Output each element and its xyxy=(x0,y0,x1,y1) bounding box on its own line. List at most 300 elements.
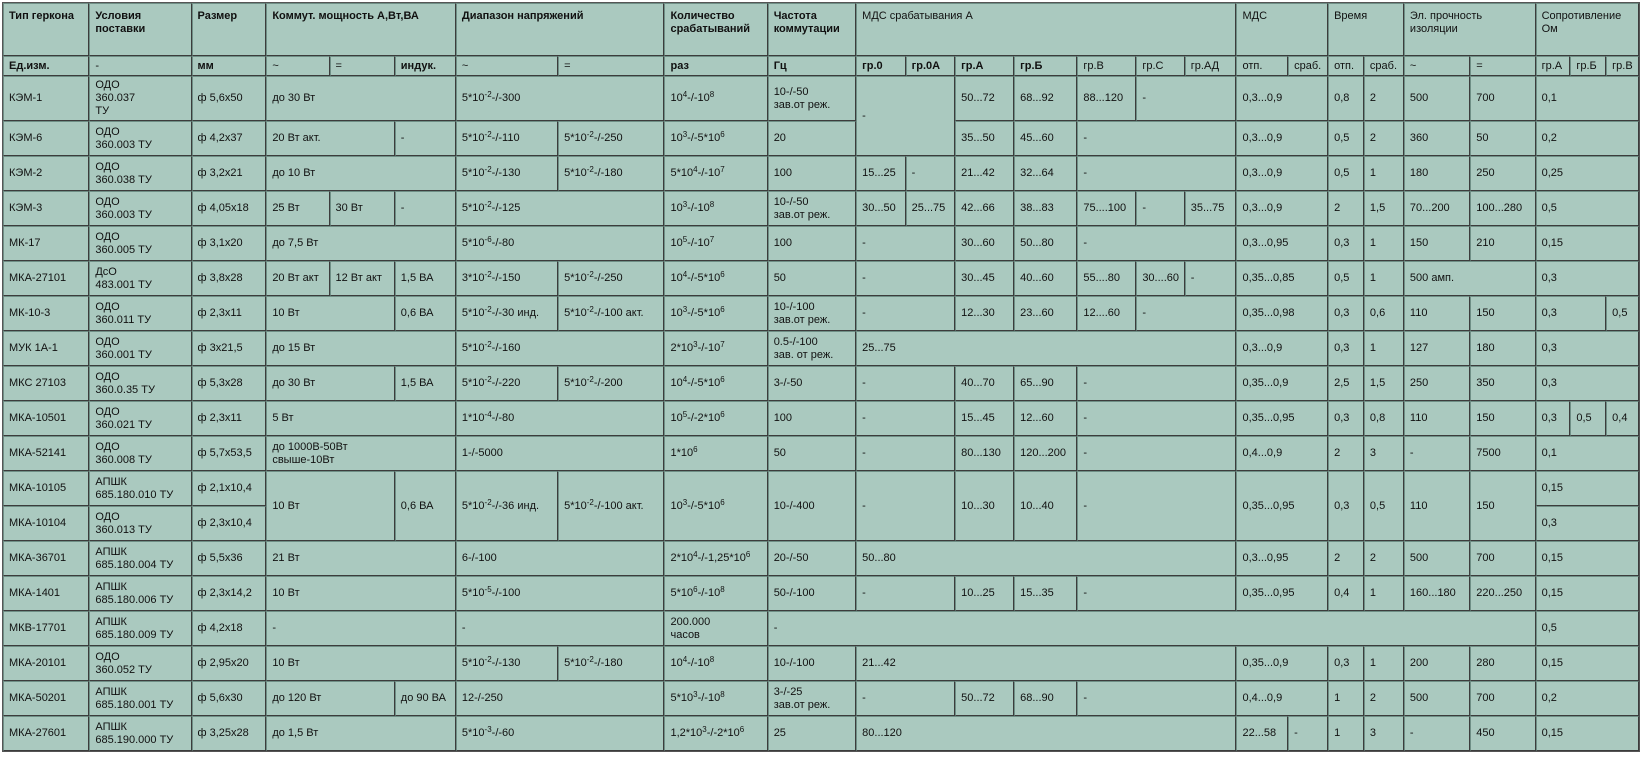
cell-gr0: - xyxy=(856,366,955,401)
cell-frequency: 10-/-50 зав.от реж. xyxy=(768,191,856,226)
cell-type: МК-10-3 xyxy=(3,296,89,331)
cell-power: 21 Вт xyxy=(266,541,456,576)
cell-frequency: 10-/-100 зав.от реж. xyxy=(768,296,856,331)
cell-volt-ac: $5*10^{-2}-/-220$ xyxy=(456,366,558,401)
cell-resistance: 0,1 xyxy=(1536,76,1639,121)
header-row xyxy=(3,3,1639,56)
cell-time-release: 1 xyxy=(1328,681,1364,716)
table-row xyxy=(3,436,1639,471)
cell-insulation: 500 амп. xyxy=(1404,261,1536,296)
cell-gr0: - xyxy=(856,296,955,331)
header-frequency: Частота коммутации xyxy=(768,3,856,56)
table-row xyxy=(3,576,1639,611)
cell-size: ф 3х21,5 xyxy=(192,331,267,366)
cell-resistance: 0,3 xyxy=(1536,366,1639,401)
cell-cycles: 200.000 часов xyxy=(664,611,767,646)
cell-gr0: - xyxy=(856,681,955,716)
cell-grb: 65...90 xyxy=(1014,366,1077,401)
unit-grad: гр.АД xyxy=(1185,56,1237,76)
cell-time-operate: 2 xyxy=(1364,76,1404,121)
cell-frequency: 100 xyxy=(768,226,856,261)
cell-time-release: 0,8 xyxy=(1328,76,1364,121)
cell-grb: 23...60 xyxy=(1014,296,1077,331)
cell-size: ф 3,2х21 xyxy=(192,156,267,191)
cell-type: МКА-1401 xyxy=(3,576,89,611)
cell-conditions: ОДО 360.003 ТУ xyxy=(89,191,191,226)
table-body xyxy=(3,76,1639,751)
cell-resistance: 0,25 xyxy=(1536,156,1639,191)
table-row xyxy=(3,296,1639,331)
header-cycles: Количество срабатываний xyxy=(664,3,767,56)
cell-time-release: 0,4 xyxy=(1328,576,1364,611)
cell-insulation-ac: - xyxy=(1404,716,1470,751)
cell-volt-dc: $5*10^{-2}-/-100$ акт. xyxy=(558,296,664,331)
cell-size: ф 5,6х30 xyxy=(192,681,267,716)
cell-volt-ac: $5*10^{-2}-/-130$ xyxy=(456,156,558,191)
unit-power-ind: индук. xyxy=(395,56,456,76)
cell-cycles: $10^3-/-5*10^6$ xyxy=(664,121,767,156)
header-size: Размер xyxy=(192,3,267,56)
cell-res-a: 0,3 xyxy=(1536,296,1607,331)
cell-grb: 10...40 xyxy=(1014,471,1077,541)
cell-power: до 30 Вт xyxy=(266,366,394,401)
cell-mds: 0,4...0,9 xyxy=(1236,681,1328,716)
table-row xyxy=(3,261,1639,296)
cell-conditions: АПШК 685.180.009 ТУ xyxy=(89,611,191,646)
cell-power: до 10 Вт xyxy=(266,156,456,191)
cell-mds: 0,4...0,9 xyxy=(1236,436,1328,471)
cell-insulation-ac: 110 xyxy=(1404,401,1470,436)
cell-power: до 120 Вт xyxy=(266,681,394,716)
cell-conditions: ОДО 360.052 ТУ xyxy=(89,646,191,681)
cell-size: ф 2,3х11 xyxy=(192,401,267,436)
header-type: Тип геркона xyxy=(3,3,89,56)
cell-time-release: 0,5 xyxy=(1328,261,1364,296)
cell-time-release: 0,3 xyxy=(1328,296,1364,331)
cell-resistance: 0,15 xyxy=(1536,541,1639,576)
cell-mds: 0,3...0,95 xyxy=(1236,541,1328,576)
unit-time-op: сраб. xyxy=(1364,56,1404,76)
cell-mds: 0,35...0,95 xyxy=(1236,401,1328,436)
cell-frequency: 10-/-50 зав.от реж. xyxy=(768,76,856,121)
cell-voltage: 12-/-250 xyxy=(456,681,665,716)
cell-insulation-dc: 100...280 xyxy=(1470,191,1535,226)
cell-grv: 12....60 xyxy=(1077,296,1136,331)
cell-type: МКА-50201 xyxy=(3,681,89,716)
cell-insulation-dc: 210 xyxy=(1470,226,1535,261)
cell-frequency: 10-/-100 xyxy=(768,646,856,681)
cell-conditions: ОДО 360.038 ТУ xyxy=(89,156,191,191)
cell-grb: 68...90 xyxy=(1014,681,1077,716)
cell-size: ф 3,1х20 xyxy=(192,226,267,261)
unit-mds-rel: отп. xyxy=(1236,56,1288,76)
cell-power-dc: 30 Вт xyxy=(330,191,395,226)
cell-power-ac: 20 Вт акт xyxy=(266,261,329,296)
cell-insulation-dc: 350 xyxy=(1470,366,1535,401)
cell-gr0: 15...25 xyxy=(856,156,906,191)
cell-cycles: $2*10^3-/-10^7$ xyxy=(664,331,767,366)
cell-voltage: $5*10^{-3}-/-60$ xyxy=(456,716,665,751)
cell-power: 10 Вт xyxy=(266,471,394,541)
cell-time-operate: 2 xyxy=(1364,121,1404,156)
cell-mds-groups: 25...75 xyxy=(856,331,1236,366)
cell-mds-groups: 50...80 xyxy=(856,541,1236,576)
cell-power: - xyxy=(266,611,456,646)
cell-type: КЭМ-6 xyxy=(3,121,89,156)
cell-frequency: 100 xyxy=(768,156,856,191)
unit-res-v: гр.В xyxy=(1606,56,1639,76)
unit-gr0: гр.0 xyxy=(856,56,906,76)
cell-size: ф 4,2х37 xyxy=(192,121,267,156)
cell-resistance: 0,2 xyxy=(1536,681,1639,716)
cell-insulation-ac: 110 xyxy=(1404,471,1470,541)
cell-cycles: $10^4-/-5*10^6$ xyxy=(664,366,767,401)
cell-grs: - xyxy=(1136,191,1184,226)
cell-time-release: 2 xyxy=(1328,436,1364,471)
cell-size: ф 2,3х11 xyxy=(192,296,267,331)
cell-time-release: 0,3 xyxy=(1328,471,1364,541)
cell-cycles: $10^3-/-10^8$ xyxy=(664,191,767,226)
cell-size: ф 2,1х10,4 xyxy=(192,471,267,506)
cell-res-v: 0,4 xyxy=(1606,401,1639,436)
table-row xyxy=(3,471,1639,506)
cell-res-b: 0,5 xyxy=(1570,401,1606,436)
cell-grv: - xyxy=(1077,121,1236,156)
cell-conditions: ДсО 483.001 ТУ xyxy=(89,261,191,296)
cell-conditions: АПШК 685.180.010 ТУ xyxy=(89,471,191,506)
cell-conditions: ОДО 360.005 ТУ xyxy=(89,226,191,261)
cell-time-operate: 1 xyxy=(1364,331,1404,366)
cell-time-release: 0,5 xyxy=(1328,156,1364,191)
cell-conditions: ОДО 360.011 ТУ xyxy=(89,296,191,331)
cell-power: до 30 Вт xyxy=(266,76,456,121)
cell-resistance: 0,3 xyxy=(1536,506,1639,541)
table-row xyxy=(3,191,1639,226)
cell-insulation-dc: 700 xyxy=(1470,681,1535,716)
header-mds-operate: МДС срабатывания А xyxy=(856,3,1236,56)
cell-power: до 1,5 Вт xyxy=(266,716,456,751)
table-row xyxy=(3,226,1639,261)
cell-grv: - xyxy=(1077,226,1236,261)
cell-mds: 0,3...0,9 xyxy=(1236,331,1328,366)
cell-resistance: 0,1 xyxy=(1536,436,1639,471)
cell-power-ind: 1,5 ВА xyxy=(395,261,456,296)
cell-gr0: - xyxy=(856,576,955,611)
cell-cycles: $5*10^6-/-10^8$ xyxy=(664,576,767,611)
unit-grv: гр.В xyxy=(1077,56,1136,76)
cell-resistance: 0,5 xyxy=(1536,611,1639,646)
cell-insulation-dc: 220...250 xyxy=(1470,576,1535,611)
reed-switch-table xyxy=(2,2,1640,752)
cell-conditions: АПШК 685.180.006 ТУ xyxy=(89,576,191,611)
cell-frequency: 100 xyxy=(768,401,856,436)
unit-gr0a: гр.0А xyxy=(906,56,956,76)
table-row xyxy=(3,716,1639,751)
cell-grb: 40...60 xyxy=(1014,261,1077,296)
cell-grb: 120...200 xyxy=(1014,436,1077,471)
table-row xyxy=(3,611,1639,646)
cell-time-operate: 1 xyxy=(1364,576,1404,611)
cell-resistance: 0,3 xyxy=(1536,261,1639,296)
units-row xyxy=(3,56,1639,76)
cell-grs: - xyxy=(1136,76,1236,121)
cell-resistance: 0,3 xyxy=(1536,331,1639,366)
cell-type: КЭМ-2 xyxy=(3,156,89,191)
cell-frequency: 3-/-25 зав.от реж. xyxy=(768,681,856,716)
cell-size: ф 4,2х18 xyxy=(192,611,267,646)
header-insulation: Эл. прочность изоляции xyxy=(1404,3,1536,56)
cell-resistance: 0,15 xyxy=(1536,646,1639,681)
cell-power-ind: 1,5 ВА xyxy=(395,366,456,401)
cell-time-release: 0,3 xyxy=(1328,401,1364,436)
cell-size: ф 2,3х14,2 xyxy=(192,576,267,611)
cell-grv: - xyxy=(1077,366,1236,401)
cell-conditions: ОДО 360.003 ТУ xyxy=(89,121,191,156)
cell-insulation-dc: 450 xyxy=(1470,716,1535,751)
cell-volt-ac: $5*10^{-2}-/-110$ xyxy=(456,121,558,156)
cell-time-operate: 0,5 xyxy=(1364,471,1404,541)
cell-grs: - xyxy=(1136,296,1236,331)
cell-mds: 0,3...0,9 xyxy=(1236,191,1328,226)
cell-cycles: $10^4-/-10^8$ xyxy=(664,76,767,121)
cell-power-ac: 20 Вт акт. xyxy=(266,121,394,156)
cell-frequency: 50-/-100 xyxy=(768,576,856,611)
cell-grb: 38...83 xyxy=(1014,191,1077,226)
cell-time-release: 1 xyxy=(1328,716,1364,751)
cell-mds: 0,35...0,85 xyxy=(1236,261,1328,296)
cell-voltage: 6-/-100 xyxy=(456,541,665,576)
unit-mds-op: сраб. xyxy=(1288,56,1328,76)
cell-gra: 35...50 xyxy=(955,121,1014,156)
cell-grb: 15...35 xyxy=(1014,576,1077,611)
cell-type: МКА-10105 xyxy=(3,471,89,506)
table-row xyxy=(3,541,1639,576)
table-row xyxy=(3,681,1639,716)
cell-gra: 42...66 xyxy=(955,191,1014,226)
cell-gra: 10...25 xyxy=(955,576,1014,611)
cell-type: МКВ-17701 xyxy=(3,611,89,646)
cell-size: ф 2,3х10,4 xyxy=(192,506,267,541)
cell-grb: 32...64 xyxy=(1014,156,1077,191)
cell-insulation-dc: 50 xyxy=(1470,121,1535,156)
cell-time-operate: 1 xyxy=(1364,226,1404,261)
cell-gr0: - xyxy=(856,76,955,156)
cell-frequency: 0.5-/-100 зав. от реж. xyxy=(768,331,856,366)
cell-insulation-ac: 127 xyxy=(1404,331,1470,366)
unit-volt-ac: ~ xyxy=(456,56,558,76)
cell-insulation-dc: 180 xyxy=(1470,331,1535,366)
cell-power: до 7,5 Вт xyxy=(266,226,456,261)
cell-power-ind: - xyxy=(395,191,456,226)
cell-insulation-ac: 150 xyxy=(1404,226,1470,261)
cell-grv: - xyxy=(1077,681,1236,716)
cell-gr0: - xyxy=(856,261,955,296)
cell-gra: 12...30 xyxy=(955,296,1014,331)
cell-type: КЭМ-3 xyxy=(3,191,89,226)
cell-gr0: - xyxy=(856,226,955,261)
cell-volt-ac: $5*10^{-2}-/-36$ инд. xyxy=(456,471,558,541)
cell-conditions: ОДО 360.013 ТУ xyxy=(89,506,191,541)
cell-type: МКА-20101 xyxy=(3,646,89,681)
cell-grad: - xyxy=(1185,261,1237,296)
cell-insulation-ac: - xyxy=(1404,436,1470,471)
cell-gra: 50...72 xyxy=(955,76,1014,121)
cell-gr0a: 25...75 xyxy=(906,191,956,226)
cell-volt-dc: $5*10^{-2}-/-250$ xyxy=(558,261,664,296)
cell-insulation-ac: 110 xyxy=(1404,296,1470,331)
cell-mds-groups: 21...42 xyxy=(856,646,1236,681)
unit-power-ac: ~ xyxy=(266,56,329,76)
cell-time-operate: 0,6 xyxy=(1364,296,1404,331)
unit-volt-dc: = xyxy=(558,56,664,76)
cell-time-release: 0,3 xyxy=(1328,646,1364,681)
cell-volt-ac: $5*10^{-2}-/-130$ xyxy=(456,646,558,681)
cell-insulation-dc: 700 xyxy=(1470,76,1535,121)
cell-type: МКА-27601 xyxy=(3,716,89,751)
cell-mds: 0,3...0,9 xyxy=(1236,156,1328,191)
cell-grv: 75....100 xyxy=(1077,191,1136,226)
cell-mds: 0,3...0,95 xyxy=(1236,226,1328,261)
cell-mds-groups: 80...120 xyxy=(856,716,1236,751)
cell-size: ф 3,8х28 xyxy=(192,261,267,296)
table-row xyxy=(3,121,1639,156)
cell-voltage: $5*10^{-5}-/-100$ xyxy=(456,576,665,611)
header-power: Коммут. мощность А,Вт,ВА xyxy=(266,3,456,56)
cell-type: МК-17 xyxy=(3,226,89,261)
cell-volt-ac: $3*10^{-2}-/-150$ xyxy=(456,261,558,296)
cell-time-release: 0,3 xyxy=(1328,226,1364,261)
cell-time-operate: 0,8 xyxy=(1364,401,1404,436)
cell-size: ф 4,05х18 xyxy=(192,191,267,226)
cell-time-operate: 3 xyxy=(1364,436,1404,471)
cell-insulation-dc: 700 xyxy=(1470,541,1535,576)
cell-mds: 0,3...0,9 xyxy=(1236,76,1328,121)
cell-conditions: ОДО 360.008 ТУ xyxy=(89,436,191,471)
cell-gra: 21...42 xyxy=(955,156,1014,191)
unit-grs: гр.С xyxy=(1136,56,1184,76)
cell-cycles: $5*10^3-/-10^8$ xyxy=(664,681,767,716)
cell-time-release: 0,5 xyxy=(1328,121,1364,156)
cell-gr0: - xyxy=(856,471,955,541)
cell-voltage: - xyxy=(456,611,665,646)
cell-volt-dc: $5*10^{-2}-/-250$ xyxy=(558,121,664,156)
cell-cycles: $10^3-/-5*10^6$ xyxy=(664,471,767,541)
cell-mds-operate: - xyxy=(1288,716,1328,751)
cell-grv: - xyxy=(1077,436,1236,471)
unit-res-b: гр.Б xyxy=(1570,56,1606,76)
cell-gra: 10...30 xyxy=(955,471,1014,541)
cell-resistance: 0,15 xyxy=(1536,471,1639,506)
cell-cycles: $10^4-/-5*10^6$ xyxy=(664,261,767,296)
cell-conditions: ОДО 360.0.35 ТУ xyxy=(89,366,191,401)
cell-gra: 50...72 xyxy=(955,681,1014,716)
cell-voltage: $5*10^{-2}-/-160$ xyxy=(456,331,665,366)
unit-power-dc: = xyxy=(330,56,395,76)
cell-power: 10 Вт xyxy=(266,296,394,331)
cell-voltage: $5*10^{-6}-/-80$ xyxy=(456,226,665,261)
cell-resistance: 0,15 xyxy=(1536,226,1639,261)
cell-time-operate: 1 xyxy=(1364,261,1404,296)
cell-gra: 30...60 xyxy=(955,226,1014,261)
header-resistance: Сопротивление Ом xyxy=(1536,3,1639,56)
cell-time-release: 2 xyxy=(1328,191,1364,226)
cell-cycles: $1*10^6$ xyxy=(664,436,767,471)
cell-conditions: ОДО 360.037 ТУ xyxy=(89,76,191,121)
unit-conditions: - xyxy=(89,56,191,76)
cell-size: ф 5,5х36 xyxy=(192,541,267,576)
cell-grv: - xyxy=(1077,401,1236,436)
header-mds: МДС xyxy=(1236,3,1328,56)
cell-conditions: АПШК 685.180.004 ТУ xyxy=(89,541,191,576)
cell-conditions: ОДО 360.021 ТУ xyxy=(89,401,191,436)
table-row xyxy=(3,331,1639,366)
cell-size: ф 2,95х20 xyxy=(192,646,267,681)
unit-type: Ед.изм. xyxy=(3,56,89,76)
cell-conditions: ОДО 360.001 ТУ xyxy=(89,331,191,366)
cell-frequency: 20-/-50 xyxy=(768,541,856,576)
unit-res-a: гр.А xyxy=(1536,56,1571,76)
cell-insulation-ac: 500 xyxy=(1404,76,1470,121)
cell-gr0: - xyxy=(856,401,955,436)
cell-mds: 0,35...0,95 xyxy=(1236,471,1328,541)
table-row xyxy=(3,76,1639,121)
cell-power-ind: 0,6 ВА xyxy=(395,296,456,331)
cell-size: ф 5,7х53,5 xyxy=(192,436,267,471)
cell-insulation-ac: 70...200 xyxy=(1404,191,1470,226)
cell-cycles: $10^4-/-10^8$ xyxy=(664,646,767,681)
cell-gra: 80...130 xyxy=(955,436,1014,471)
cell-size: ф 3,25х28 xyxy=(192,716,267,751)
cell-power: 10 Вт xyxy=(266,576,456,611)
cell-insulation-dc: 280 xyxy=(1470,646,1535,681)
cell-mds-release: 22...58 xyxy=(1236,716,1288,751)
cell-type: МКА-10501 xyxy=(3,401,89,436)
cell-type: МУК 1А-1 xyxy=(3,331,89,366)
cell-power-ind: - xyxy=(395,121,456,156)
cell-type: МКС 27103 xyxy=(3,366,89,401)
cell-time-operate: 1,5 xyxy=(1364,366,1404,401)
cell-grv: - xyxy=(1077,576,1236,611)
cell-insulation-ac: 500 xyxy=(1404,541,1470,576)
cell-mds: 0,35...0,98 xyxy=(1236,296,1328,331)
cell-frequency: 25 xyxy=(768,716,856,751)
cell-power: до 15 Вт xyxy=(266,331,456,366)
cell-size: ф 5,6х50 xyxy=(192,76,267,121)
cell-mds: 0,35...0,95 xyxy=(1236,576,1328,611)
unit-grb: гр.Б xyxy=(1014,56,1077,76)
cell-insulation-dc: 250 xyxy=(1470,156,1535,191)
cell-power-dc: 12 Вт акт xyxy=(330,261,395,296)
cell-time-release: 2 xyxy=(1328,541,1364,576)
cell-time-operate: 2 xyxy=(1364,681,1404,716)
cell-insulation-dc: 150 xyxy=(1470,471,1535,541)
unit-time-rel: отп. xyxy=(1328,56,1364,76)
cell-volt-dc: $5*10^{-2}-/-180$ xyxy=(558,646,664,681)
cell-power: 5 Вт xyxy=(266,401,456,436)
cell-type: МКА-36701 xyxy=(3,541,89,576)
cell-mds: 0,35...0,9 xyxy=(1236,646,1328,681)
cell-grb: 68...92 xyxy=(1014,76,1077,121)
cell-power-ac: 25 Вт xyxy=(266,191,329,226)
cell-gra: 15...45 xyxy=(955,401,1014,436)
cell-cycles: $10^5-/-10^7$ xyxy=(664,226,767,261)
cell-frequency: 50 xyxy=(768,436,856,471)
cell-grb: 12...60 xyxy=(1014,401,1077,436)
cell-gra: 40...70 xyxy=(955,366,1014,401)
cell-insulation-ac: 250 xyxy=(1404,366,1470,401)
table-row xyxy=(3,646,1639,681)
unit-gra: гр.А xyxy=(955,56,1014,76)
